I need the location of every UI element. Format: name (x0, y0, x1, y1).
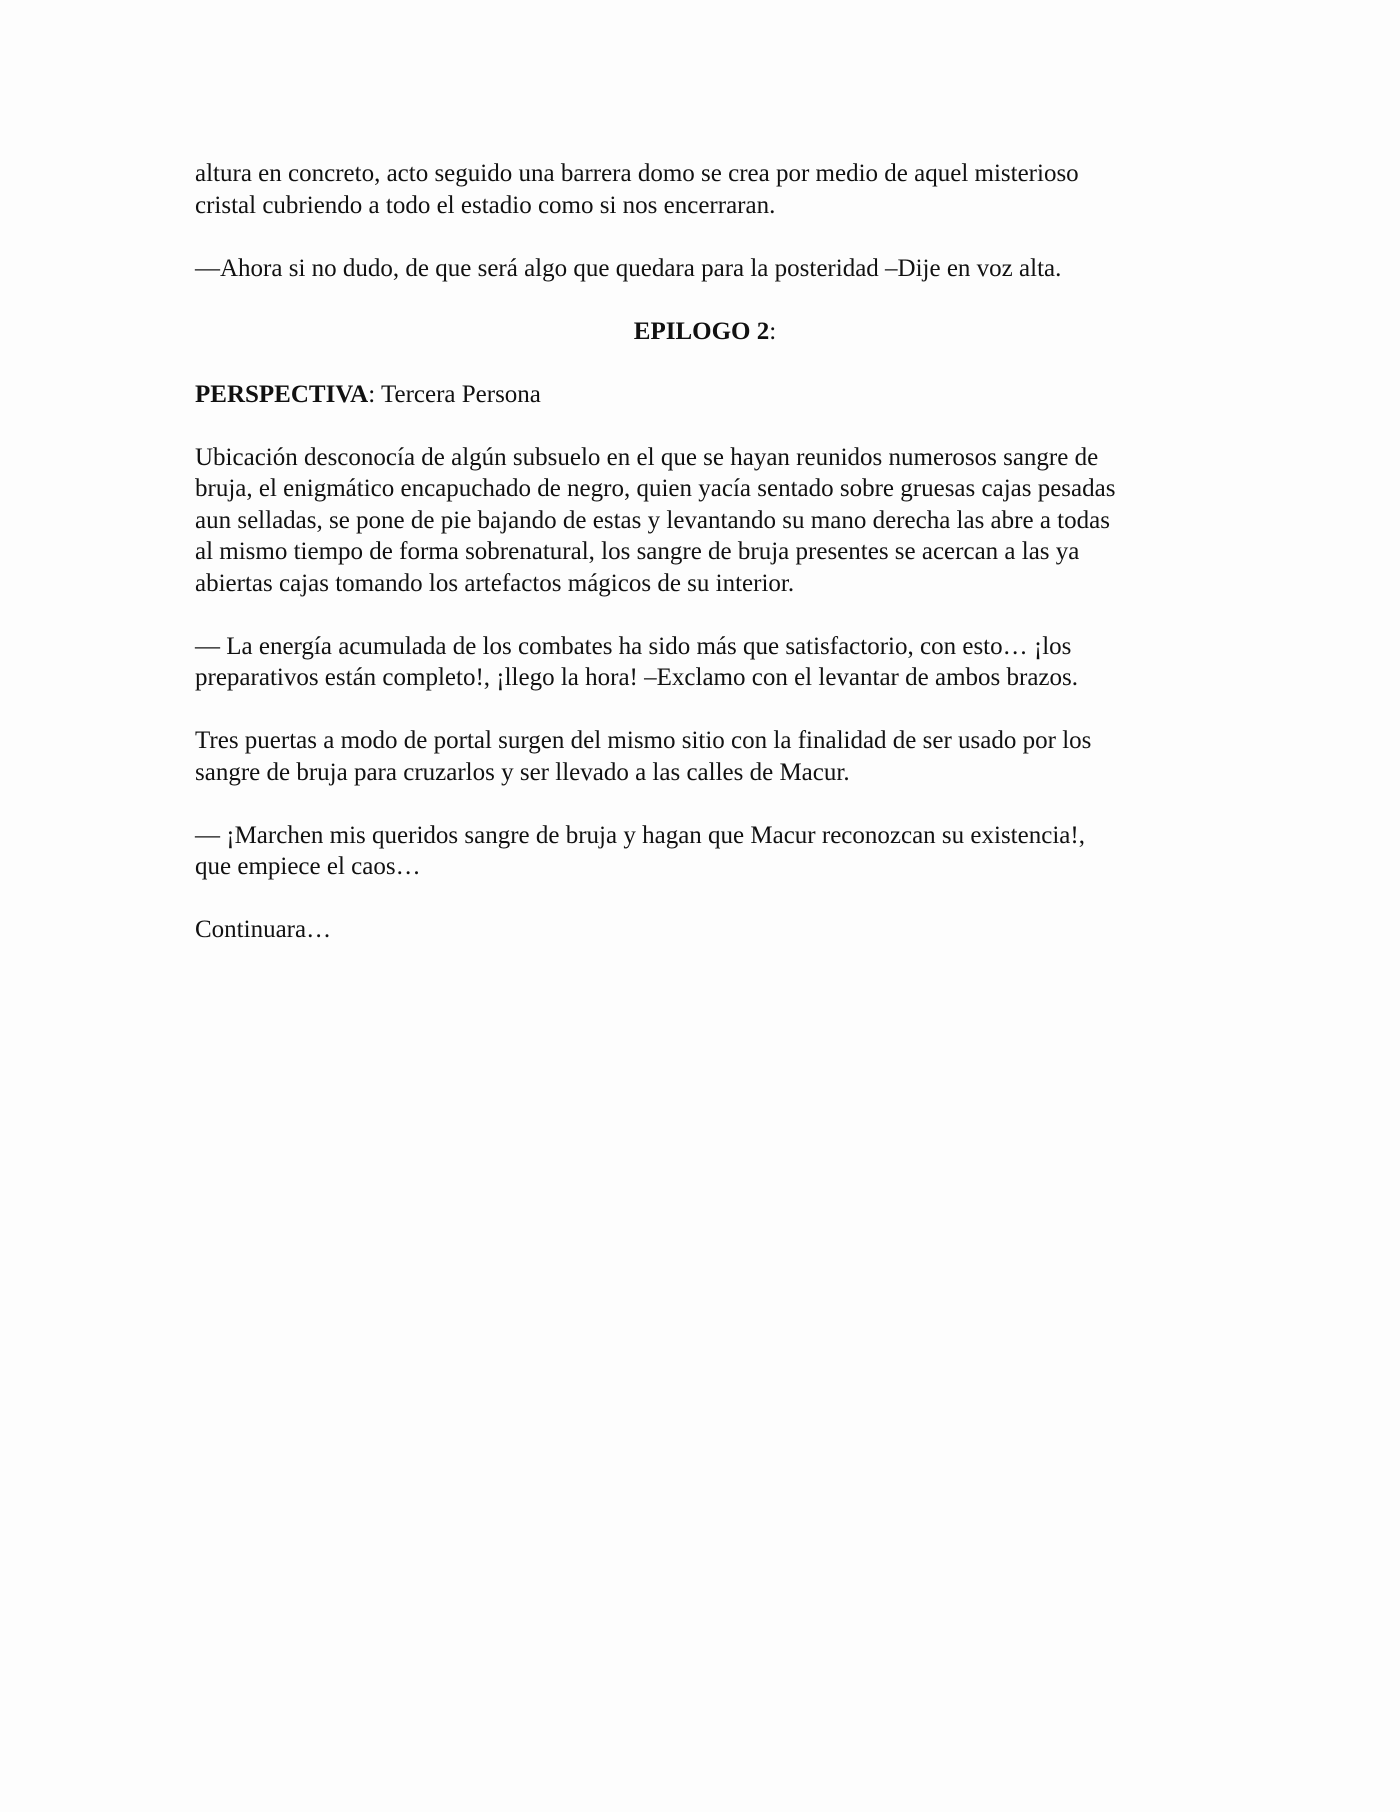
text-line: cristal cubriendo a todo el estadio como si nos encerraran. (195, 191, 776, 219)
text-line: Ubicación desconocía de algún subsuelo en el que se hayan reunidos numerosos sangre de (195, 443, 1099, 471)
paragraph-2 (195, 253, 1215, 285)
perspective-value: : Tercera Persona (368, 380, 541, 408)
heading-colon: : (769, 317, 777, 345)
text-line: al mismo tiempo de forma sobrenatural, los sangre de bruja presentes se acercan a las ya (195, 538, 1080, 565)
text-line: — ¡Marchen mis queridos sangre de bruja y hagan que Macur reconozcan su existencia!, (195, 821, 1085, 849)
document-body (195, 158, 1215, 977)
paragraph-4 (195, 631, 1215, 694)
text-line: aun selladas, se pone de pie bajando de estas y levantando su mano derecha las abre a todas (195, 506, 1110, 534)
text-line: que empiece el caos… (195, 853, 421, 880)
text-line: Continuara… (195, 916, 332, 943)
text-line: Tres puertas a modo de portal surgen del mismo sitio con la finalidad de ser usado por los (195, 727, 1092, 754)
text-line: —Ahora si no dudo, de que será algo que quedara para la posteridad –Dije en voz alta. (195, 254, 1062, 282)
perspective-line (195, 379, 1215, 411)
perspective-label: PERSPECTIVA (195, 380, 369, 408)
text-line: bruja, el enigmático encapuchado de negro, quien yacía sentado sobre gruesas cajas pesadas (195, 475, 1116, 502)
heading-text: EPILOGO 2 (633, 317, 770, 345)
text-line: abiertas cajas tomando los artefactos mágicos de su interior. (195, 569, 795, 597)
paragraph-6 (195, 820, 1215, 883)
paragraph-1 (195, 158, 1215, 221)
section-heading (195, 316, 1215, 348)
text-line: sangre de bruja para cruzarlos y ser llevado a las calles de Macur. (195, 758, 850, 786)
paragraph-7 (195, 914, 1215, 946)
text-line: altura en concreto, acto seguido una barrera domo se crea por medio de aquel misterioso (195, 160, 1079, 187)
text-line: — La energía acumulada de los combates ha sido más que satisfactorio, con esto… ¡los (195, 632, 1072, 660)
paragraph-5 (195, 725, 1215, 788)
paragraph-3 (195, 442, 1215, 600)
text-line: preparativos están completo!, ¡llego la hora! –Exclamo con el levantar de ambos brazos. (195, 664, 1078, 691)
